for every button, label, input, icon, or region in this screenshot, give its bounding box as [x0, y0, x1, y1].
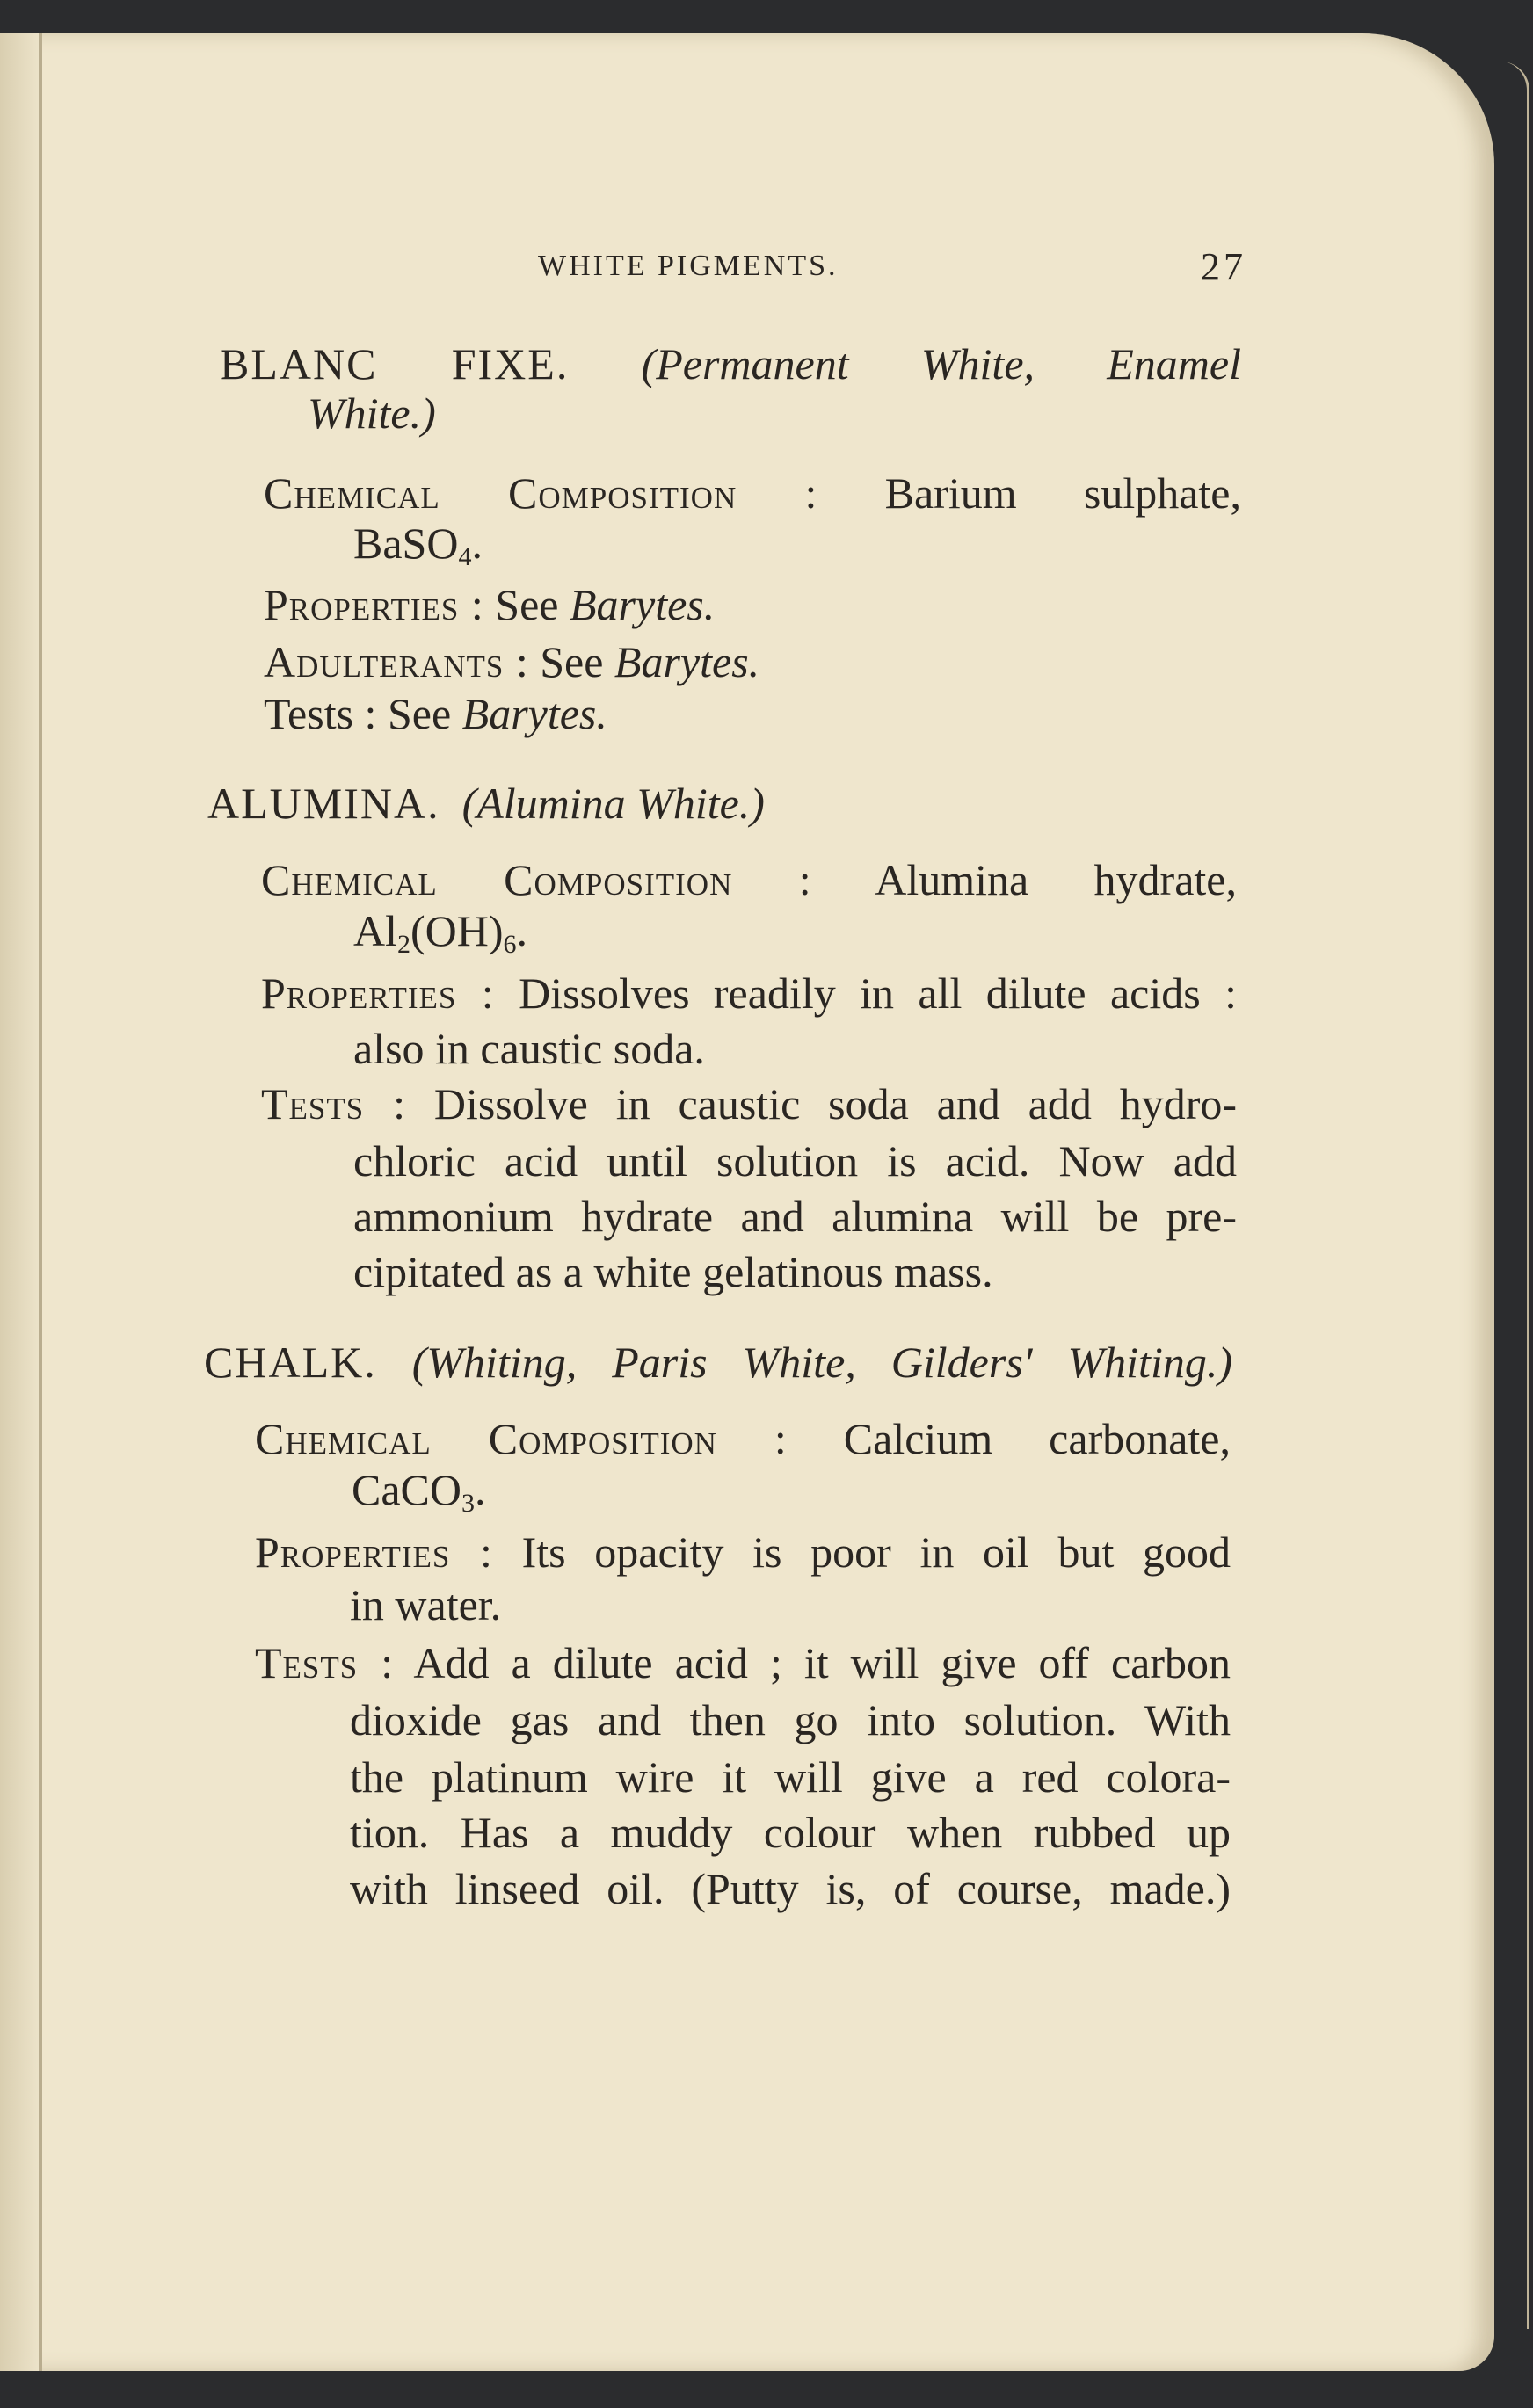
field-label: Tests :	[264, 689, 377, 738]
page-gutter-shadow	[0, 33, 39, 2371]
properties-line	[264, 578, 715, 631]
field-value: Alumina hydrate,	[875, 855, 1237, 904]
composition-line	[261, 853, 1237, 906]
field-value: Calcium carbonate,	[843, 1414, 1231, 1463]
properties-line	[255, 1526, 1231, 1578]
composition-line	[264, 467, 1241, 519]
properties-cont: in water.	[350, 1580, 502, 1629]
field-label: Tests :	[255, 1638, 395, 1687]
tests-cont: dioxide gas and then go into solution. With	[350, 1695, 1231, 1744]
page-edges	[1500, 62, 1529, 2329]
field-label: Adulterants :	[264, 637, 529, 686]
field-label: Chemical Composition :	[264, 468, 818, 518]
formula-subscript: 4	[458, 542, 472, 571]
field-value: Barium sulphate,	[884, 468, 1241, 518]
field-label: Properties :	[264, 580, 484, 629]
entry-heading-line	[204, 1336, 1232, 1389]
formula	[352, 1463, 486, 1516]
tests-line	[261, 1077, 1237, 1130]
formula-subscript: 2	[397, 930, 410, 959]
field-label: Properties :	[261, 968, 495, 1018]
composition-line	[255, 1412, 1231, 1465]
tests-cont: with linseed oil. (Putty is, of course, made.)	[350, 1864, 1231, 1913]
cross-reference: Barytes.	[570, 580, 716, 629]
entry-heading: ALUMINA.	[207, 779, 440, 828]
cross-reference: Barytes.	[461, 689, 607, 738]
tests-cont: chloric acid until solution is acid. Now add	[353, 1136, 1237, 1186]
formula	[353, 517, 483, 569]
entry-heading: BLANC FIXE.	[220, 339, 570, 388]
tests-cont: the platinum wire it will give a red colora-	[350, 1752, 1231, 1802]
alternate-names: (Alumina White.)	[461, 779, 765, 828]
field-label: Chemical Composition :	[261, 855, 812, 904]
adulterants-line	[264, 635, 759, 688]
field-value: Its opacity is poor in oil but good	[521, 1527, 1231, 1577]
formula-text: (OH)	[410, 906, 504, 955]
formula-text: BaSO	[353, 519, 459, 568]
alternate-names: (Permanent White, Enamel	[641, 339, 1241, 388]
formula-end: .	[516, 906, 528, 955]
entry-heading: CHALK.	[204, 1338, 377, 1387]
field-value: Add a dilute acid ; it will give off carbon	[413, 1638, 1231, 1687]
field-value: See	[495, 580, 559, 629]
alternate-names: (Whiting, Paris White, Gilders' Whiting.)	[411, 1338, 1232, 1387]
tests-cont: ammonium hydrate and alumina will be pre-	[353, 1192, 1237, 1241]
field-value: Dissolve in caustic soda and add hydro-	[433, 1079, 1238, 1128]
tests-line	[255, 1636, 1231, 1689]
formula-subscript: 6	[503, 930, 517, 959]
properties-cont: also in caustic soda.	[353, 1024, 705, 1073]
alternate-names-cont	[308, 387, 436, 439]
entry-heading-line	[207, 777, 765, 830]
field-value: See	[387, 689, 452, 738]
cross-reference: Barytes.	[614, 637, 760, 686]
alternate-names-text: White.)	[308, 388, 436, 438]
formula-text: Al	[353, 906, 397, 955]
field-label: Properties :	[255, 1527, 493, 1577]
formula-text: CaCO	[352, 1465, 461, 1514]
tests-cont: tion. Has a muddy colour when rubbed up	[350, 1808, 1231, 1857]
formula	[353, 904, 527, 957]
running-head: WHITE PIGMENTS.	[538, 250, 839, 282]
field-label: Chemical Composition :	[255, 1414, 788, 1463]
tests-cont: cipitated as a white gelatinous mass.	[353, 1247, 993, 1296]
entry-heading-line	[220, 337, 1241, 390]
properties-line	[261, 967, 1237, 1019]
formula-end: .	[475, 1465, 486, 1514]
tests-line	[264, 687, 607, 740]
field-label: Tests :	[261, 1079, 406, 1128]
page-number: 27	[1201, 245, 1246, 288]
formula-end: .	[471, 519, 483, 568]
field-value: See	[540, 637, 604, 686]
page-gutter-line	[39, 33, 42, 2371]
field-value: Dissolves readily in all dilute acids :	[519, 968, 1237, 1018]
formula-subscript: 3	[461, 1489, 475, 1518]
